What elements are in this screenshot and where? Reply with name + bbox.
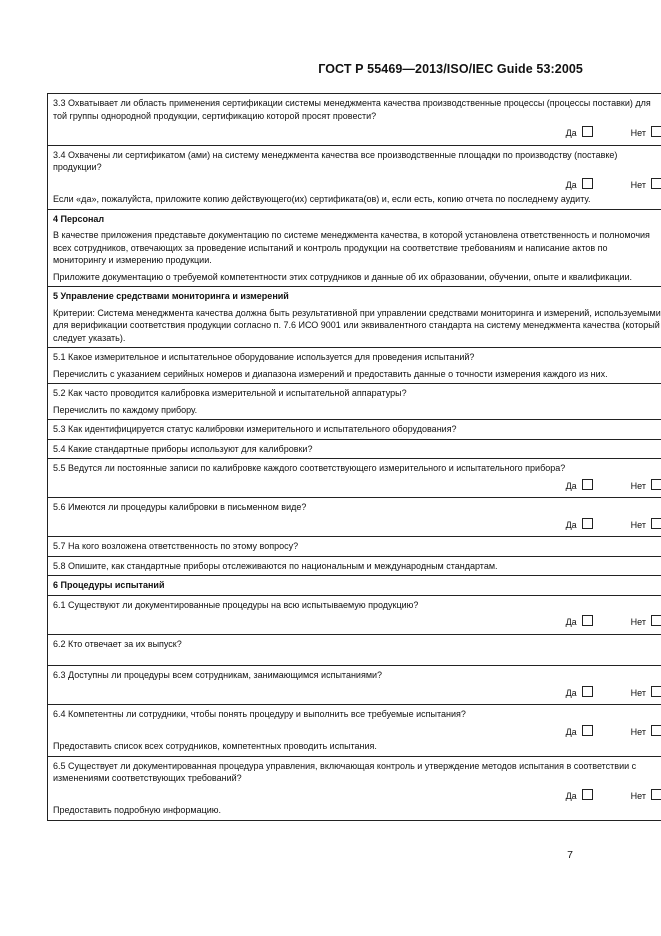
no-checkbox[interactable] xyxy=(651,178,661,189)
document-header: ГОСТ Р 55469—2013/ISO/IEC Guide 53:2005 xyxy=(318,62,583,76)
table-cell xyxy=(48,209,661,287)
table-cell xyxy=(48,666,661,705)
yes-checkbox[interactable] xyxy=(582,178,593,189)
table-row xyxy=(48,556,661,576)
question-text: 5.4 Какие стандартные приборы используют для калибровки? xyxy=(53,443,313,454)
no-label: Нет xyxy=(630,687,646,698)
no-option xyxy=(631,615,661,629)
no-label: Нет xyxy=(630,179,646,190)
table-row xyxy=(48,459,661,498)
question-text: В качестве приложения представьте документацию по системе менеджмента качества, в которой установлена ответственность и полномочия всех сотрудников, отвечающих за проведение испытаний и контроль продукции на соответствие требованиям и написание актов по мониторингу и измерению продукции. xyxy=(53,230,650,265)
no-option xyxy=(631,686,661,700)
question-text: 5.5 Ведутся ли постоянные записи по калибровке каждого соответствующего измерительного и испытательного прибора? xyxy=(53,463,566,473)
yes-option xyxy=(566,126,593,140)
question-text: 6.2 Кто отвечает за их выпуск? xyxy=(53,638,182,649)
yes-label: Да xyxy=(565,480,577,491)
question-text: 5.3 Как идентифицируется статус калибровки измерительного и испытательного оборудования? xyxy=(53,424,457,434)
table-row xyxy=(48,420,661,440)
table-row xyxy=(48,348,661,384)
yes-option xyxy=(566,479,593,493)
yes-option xyxy=(566,178,593,192)
question-text: 6.4 Компетентны ли сотрудники, чтобы понять процедуру и выполнить все требуемые испытания? xyxy=(53,709,466,719)
question-text: 5.7 На кого возложена ответственность по этому вопросу? xyxy=(53,541,299,551)
yes-option xyxy=(566,518,593,532)
yes-option xyxy=(566,725,593,739)
questionnaire-table xyxy=(47,93,661,821)
no-label: Нет xyxy=(630,790,646,801)
question-text: 5.8 Опишите, как стандартные приборы отслеживаются по национальным и международным стандартам. xyxy=(53,560,498,571)
no-label: Нет xyxy=(630,480,646,491)
table-cell xyxy=(48,348,661,384)
table-cell xyxy=(48,705,661,757)
table-cell xyxy=(48,498,661,537)
no-label: Нет xyxy=(630,617,646,627)
section-heading: 5 Управление средствами мониторинга и измерений xyxy=(53,291,289,301)
instruction-text: Если «да», пожалуйста, приложите копию действующего(их) сертификата(ов) и, если есть, копию отчета по последнему аудиту. xyxy=(53,194,591,204)
no-checkbox[interactable] xyxy=(651,126,661,137)
no-checkbox[interactable] xyxy=(651,615,661,626)
yes-checkbox[interactable] xyxy=(582,725,593,736)
table-row xyxy=(48,94,661,146)
yes-option xyxy=(566,686,593,700)
no-label: Нет xyxy=(630,128,646,138)
table-row xyxy=(48,209,661,287)
no-option xyxy=(631,126,661,140)
table-cell xyxy=(48,145,661,209)
yes-label: Да xyxy=(565,790,577,801)
no-checkbox[interactable] xyxy=(651,725,661,736)
table-cell xyxy=(48,537,661,557)
no-option xyxy=(631,518,661,532)
no-option xyxy=(631,725,661,739)
table-row xyxy=(48,576,661,596)
yes-no-options xyxy=(53,725,661,739)
yes-label: Да xyxy=(565,128,577,138)
no-option xyxy=(631,178,661,192)
question-text: 6.5 Существует ли документированная процедура управления, включающая контроль и утверждение методов испытания в соответствии с изменениями соответствующих требований? xyxy=(53,760,637,783)
no-checkbox[interactable] xyxy=(651,686,661,697)
table-cell xyxy=(48,439,661,459)
table-row xyxy=(48,666,661,705)
yes-no-options xyxy=(53,789,661,803)
question-text: Перечислить с указанием серийных номеров и диапазона измерений и предоставить данные о точности измерения каждого из них. xyxy=(53,368,608,379)
table-row xyxy=(48,756,661,820)
yes-label: Да xyxy=(565,519,577,530)
yes-option xyxy=(566,789,593,803)
yes-no-options xyxy=(53,479,661,493)
table-row xyxy=(48,287,661,348)
table-row xyxy=(48,384,661,420)
yes-no-options xyxy=(53,178,661,192)
question-text: Критерии: Система менеджмента качества должна быть результативной при управлении средствами мониторинга и измерений, используемыми для верификации соответствия продукции согласно п. 7.6 ИСО 9001 или эквивалентного стандарта на систему менеджмента качества (который следует указать). xyxy=(53,307,661,343)
question-text: 6.3 Доступны ли процедуры всем сотрудникам, занимающимся испытаниями? xyxy=(53,670,383,680)
table-row xyxy=(48,705,661,757)
question-text: 5.1 Какое измерительное и испытательное оборудование используется для проведения испытаний? xyxy=(53,352,475,362)
no-checkbox[interactable] xyxy=(651,479,661,490)
table-row xyxy=(48,439,661,459)
no-checkbox[interactable] xyxy=(651,789,661,800)
table-row xyxy=(48,595,661,634)
yes-no-options xyxy=(53,126,661,140)
table-cell xyxy=(48,287,661,348)
yes-checkbox[interactable] xyxy=(582,615,593,626)
yes-label: Да xyxy=(565,726,577,737)
yes-label: Да xyxy=(565,617,577,627)
yes-no-options xyxy=(53,615,661,629)
section-heading: 4 Персонал xyxy=(53,213,105,224)
no-checkbox[interactable] xyxy=(651,518,661,529)
table-cell xyxy=(48,94,661,146)
yes-checkbox[interactable] xyxy=(582,479,593,490)
no-option xyxy=(631,789,661,803)
table-cell xyxy=(48,576,661,596)
table-row xyxy=(48,145,661,209)
page-number: 7 xyxy=(567,849,573,861)
question-text: 3.3 Охватывает ли область применения сертификации системы менеджмента качества производственные процессы (процессы поставки) для той группы однородной продукции, сертификацию которой просят провести? xyxy=(53,98,651,121)
table-cell xyxy=(48,595,661,634)
question-text: 5.2 Как часто проводится калибровка измерительной и испытательной аппаратуры? xyxy=(53,388,407,398)
table-row xyxy=(48,634,661,666)
yes-no-options xyxy=(53,686,661,700)
yes-checkbox[interactable] xyxy=(582,518,593,529)
section-heading: 6 Процедуры испытаний xyxy=(53,580,165,590)
no-option xyxy=(631,479,661,493)
table-row xyxy=(48,537,661,557)
question-text: 5.6 Имеются ли процедуры калибровки в письменном виде? xyxy=(53,502,307,512)
yes-label: Да xyxy=(565,687,577,698)
instruction-text: Предоставить подробную информацию. xyxy=(53,805,222,815)
table-cell xyxy=(48,384,661,420)
question-text: Перечислить по каждому прибору. xyxy=(53,404,198,415)
no-label: Нет xyxy=(630,519,646,530)
table-cell xyxy=(48,420,661,440)
table-row xyxy=(48,498,661,537)
yes-no-options xyxy=(53,518,661,532)
yes-option xyxy=(566,615,593,629)
question-text: 3.4 Охвачены ли сертификатом (ами) на систему менеджмента качества все производственные площадки по производству (поставке) продукции? xyxy=(53,149,618,172)
instruction-text: Предоставить список всех сотрудников, компетентных проводить испытания. xyxy=(53,741,377,751)
yes-label: Да xyxy=(565,179,577,190)
table-cell xyxy=(48,556,661,576)
table-cell xyxy=(48,756,661,820)
question-text: 6.1 Существуют ли документированные процедуры на всю испытываемую продукцию? xyxy=(53,599,419,610)
no-label: Нет xyxy=(630,726,646,737)
table-cell xyxy=(48,634,661,666)
answer-space xyxy=(53,654,661,662)
yes-checkbox[interactable] xyxy=(582,126,593,137)
yes-checkbox[interactable] xyxy=(582,686,593,697)
question-text: Приложите документацию о требуемой компетентности этих сотрудников и данные об их образовании, обучении, опыте и квалификации. xyxy=(53,271,633,282)
table-cell xyxy=(48,459,661,498)
yes-checkbox[interactable] xyxy=(582,789,593,800)
